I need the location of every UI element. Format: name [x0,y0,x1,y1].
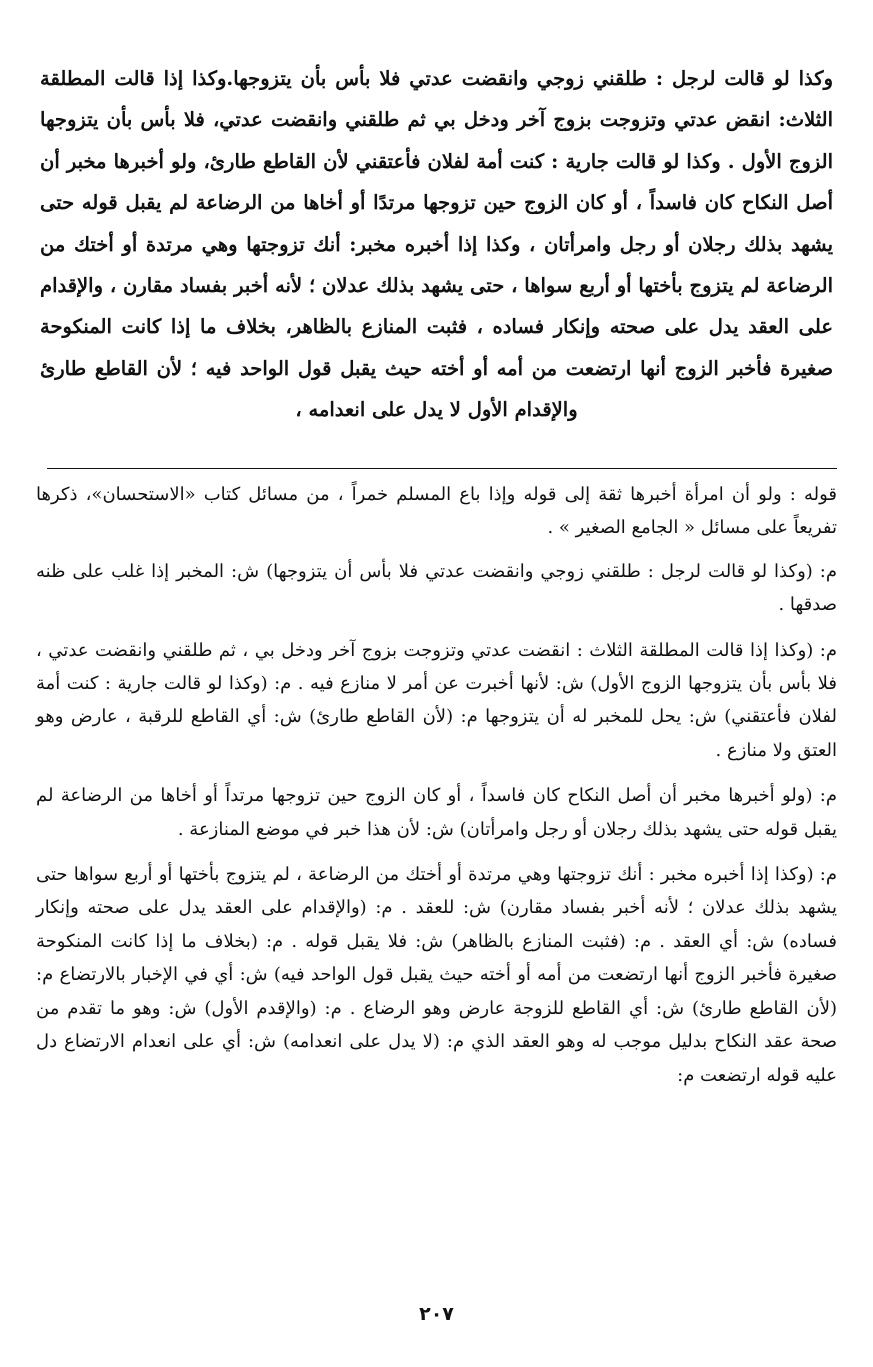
commentary-section [36,478,837,1104]
commentary-paragraph: م: (وكذا إذا أخبره مخبر : أنك تزوجتها وهي مرتدة أو أختك من الرضاعة ، لم يتزوج بأختها أو أربع سواها حتى يشهد بذلك عدلان ؛ لأنه أخبر بفساد مقارن) ش: للعقد . م: (والإقدام على العقد يدل على صحته وإنكار فساده) ش: أي العقد . م: (فثبت المنازع بالظاهر) ش: فلا يقبل قوله . م: (بخلاف ما إذا كانت المنكوحة صغيرة فأخبر الزوج أنها ارتضعت من أمه أو أخته حيث يقبل قول الواحد فيه) ش: أي في الإخبار بالارتضاع م: (لأن القاطع طارئ) ش: أي القاطع للزوجة عارض وهو الرضاع . م: (والإقدم الأول) ش: وهو ما تقدم من صحة عقد النكاح بدليل موجب له وهو العقد الذي م: (لا يدل على انعدامه) ش: أي على انعدام الارتضاع دل عليه قوله ارتضعت م: [36,864,837,1086]
commentary-paragraph: م: (وكذا إذا قالت المطلقة الثلاث : انقضت عدتي وتزوجت بزوج آخر ودخل بي ، ثم طلقني وانقضت عدتي ، فلا بأس بأن يتزوجها الزوج الأول) ش: لأنها أخبرت عن أمر لا منازع فيه . م: (وكذا لو قالت جارية : كنت أمة لفلان فأعتقني) ش: يحل للمخبر له أن يتزوجها م: (لأن القاطع طارئ) ش: أي القاطع للرقبة ، عارض وهو العتق ولا منازع . [36,639,837,761]
commentary-paragraph: م: (وكذا لو قالت لرجل : طلقني زوجي وانقضت عدتي فلا بأس أن يتزوجها) ش: المخبر إذا غلب على ظنه صدقها . [36,560,837,616]
document-page [36,58,837,1367]
commentary-paragraph: قوله : ولو أن امرأة أخبرها ثقة إلى قوله وإذا باع المسلم خمراً ، من مسائل كتاب «الاستحسان»، ذكرها تفريعاً على مسائل « الجامع الصغير » . [36,484,837,539]
commentary-paragraph: م: (ولو أخبرها مخبر أن أصل النكاح كان فاسداً ، أو كان الزوج حين تزوجها مرتداً أو أخاها من الرضاعة لم يقبل قوله حتى يشهد بذلك رجلان أو رجل وامرأتان) ش: لأن هذا خبر في موضع المنازعة . [36,785,837,840]
main-text: وكذا لو قالت لرجل : طلقني زوجي وانقضت عدتي فلا بأس بأن يتزوجها.وكذا إذا قالت المطلقة الثلاث: انقض عدتي وتزوجت بزوج آخر ودخل بي ثم طلقني وانقضت عدتي، فلا بأس بأن يتزوجها الزوج الأول . وكذا لو قالت جارية : كنت أمة لفلان فأعتقني لأن القاطع طارئ، ولو أخبرها مخبر أن أصل النكاح كان فاسداً ، أو كان الزوج حين تزوجها مرتدًا أو أخاها من الرضاعة لم يقبل قوله حتى يشهد بذلك رجلان أو رجل وامرأتان ، وكذا إذا أخبره مخبر: أنك تزوجتها وهي مرتدة أو أختك من الرضاعة لم يتزوج بأختها أو أربع سواها ، حتى يشهد بذلك عدلان ؛ لأنه أخبر بفساد مقارن ، والإقدام على العقد يدل على صحته وإنكار فساده ، فثبت المنازع بالظاهر، بخلاف ما إذا كانت المنكوحة صغيرة فأخبر الزوج أنها ارتضعت من أمه أو أخته حيث يقبل قول الواحد فيه ؛ لأن القاطع طارئ والإقدام الأول لا يدل على انعدامه ، [40,67,833,422]
footnote-divider [47,468,837,469]
page-number: ٢٠٧ [419,1303,454,1325]
